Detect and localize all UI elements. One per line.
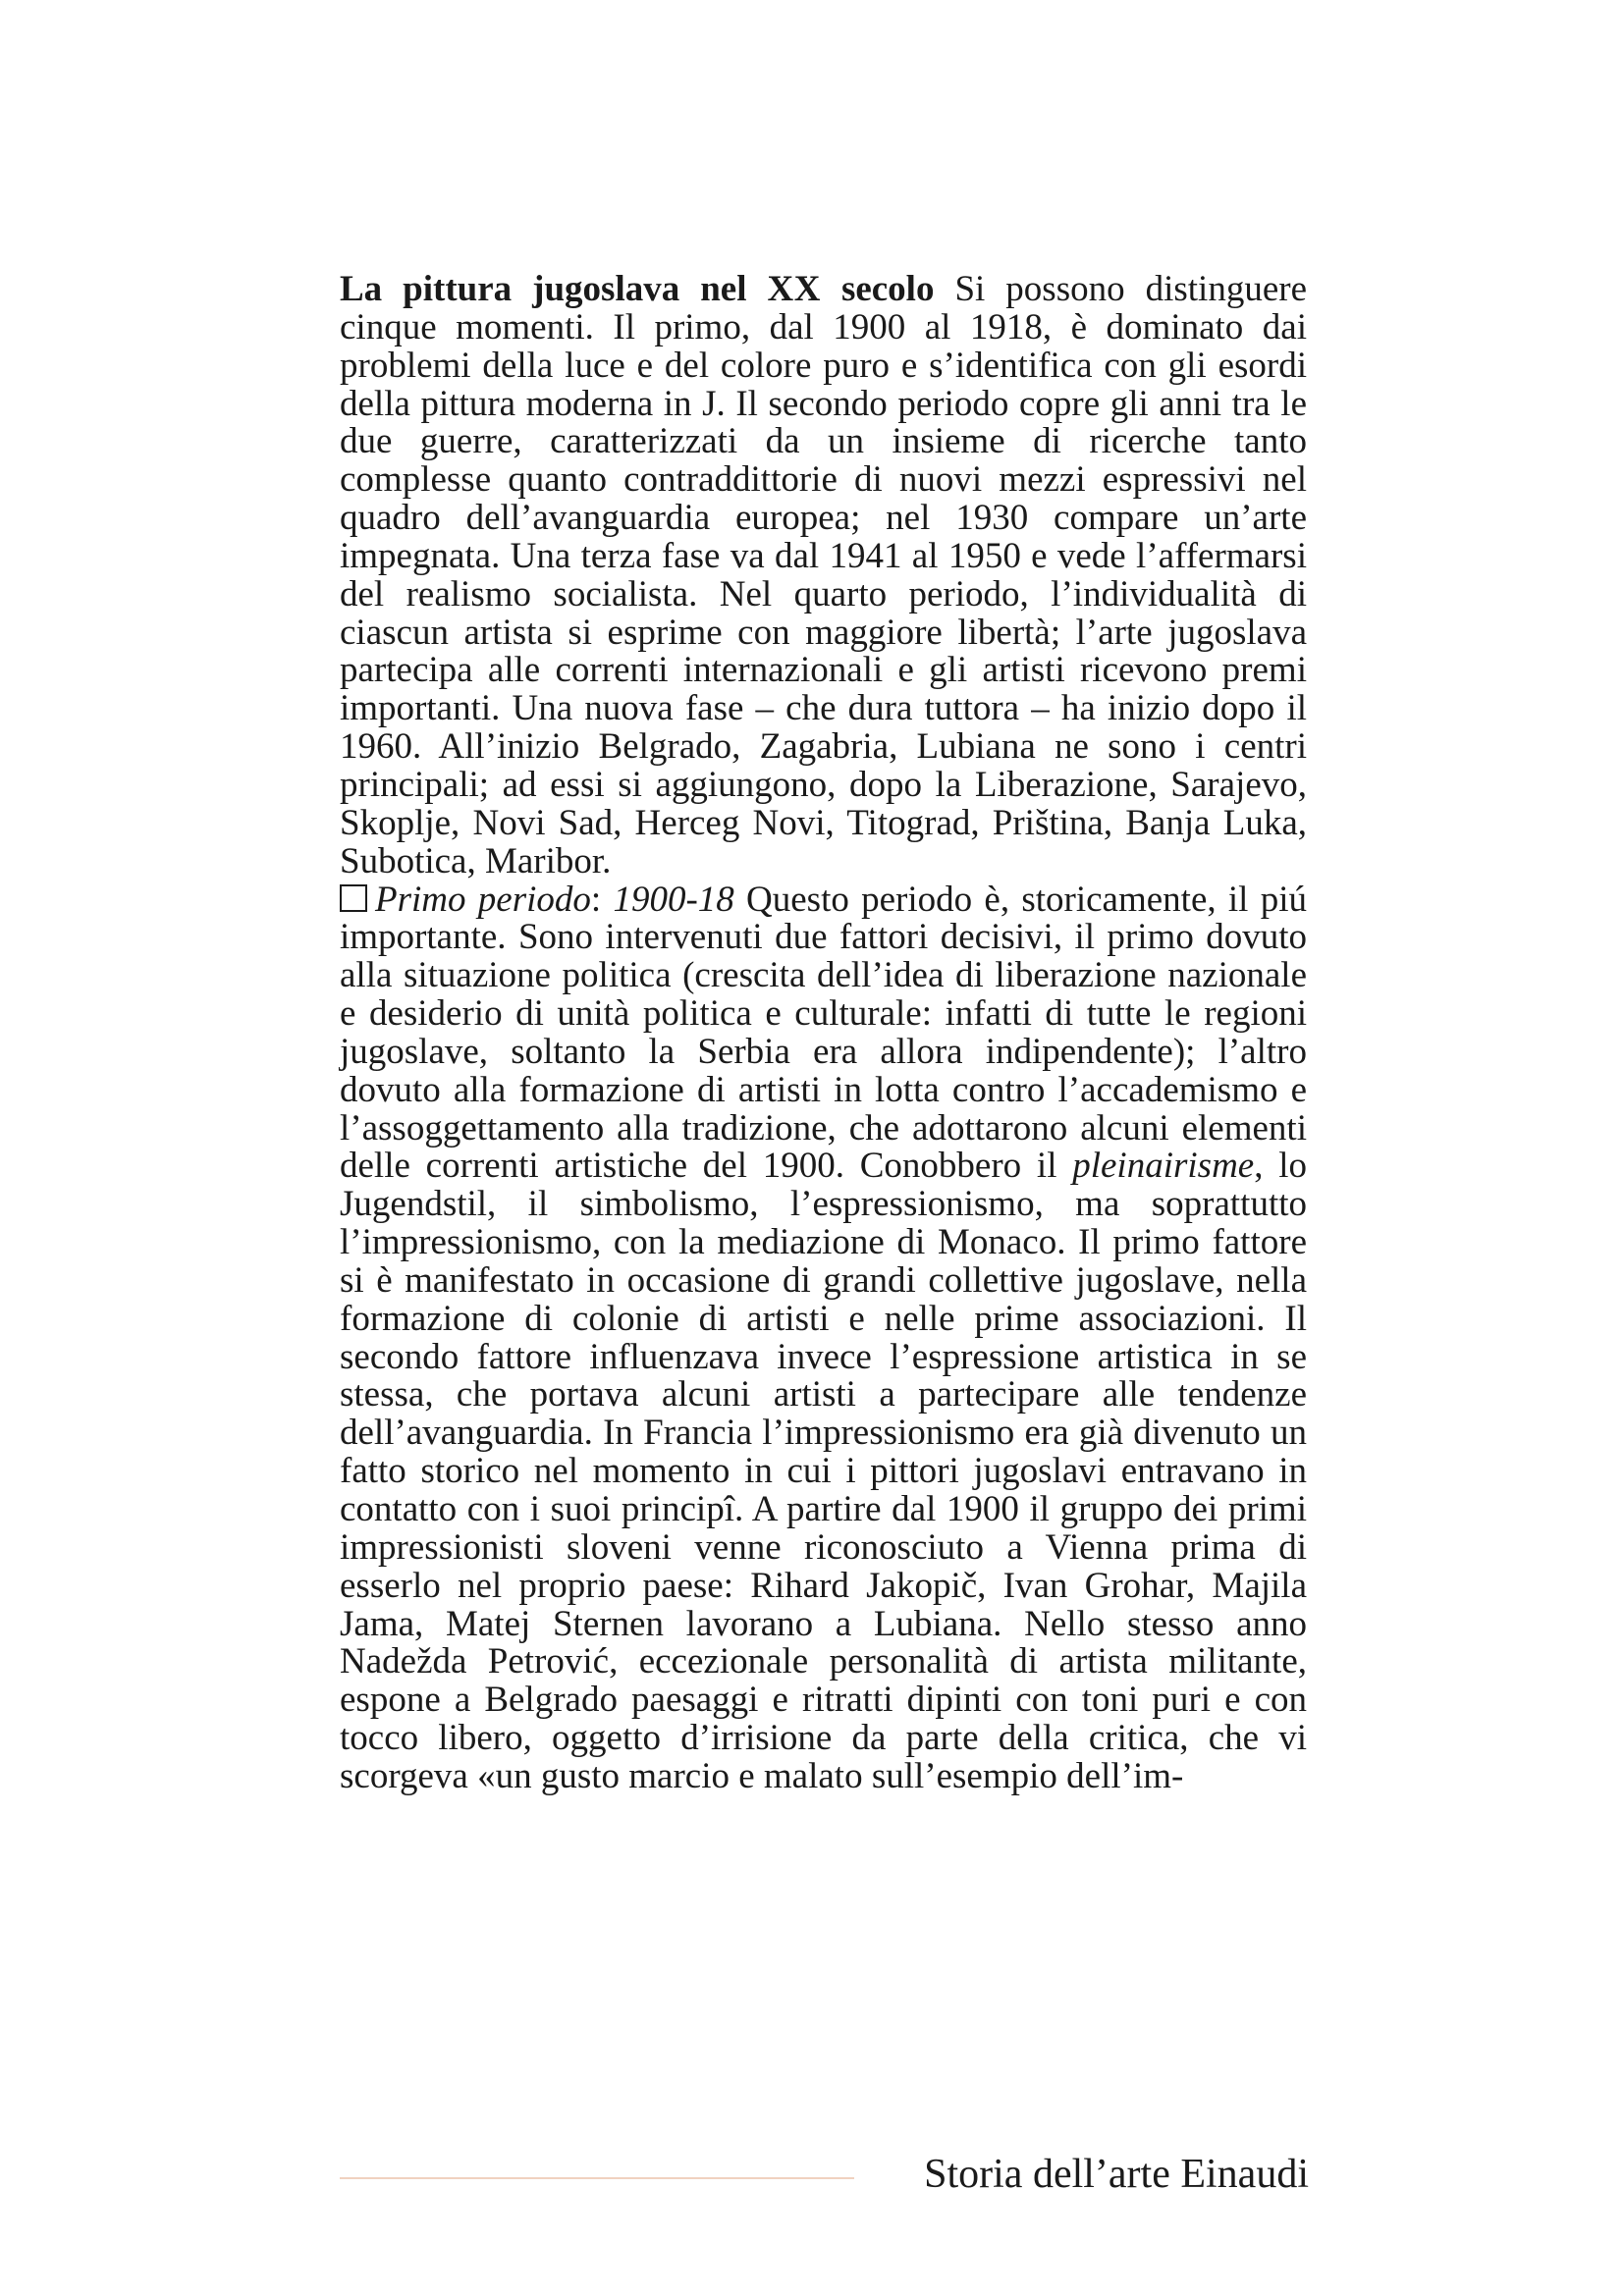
article-title-end: secolo [820,269,935,309]
article-title [340,269,934,309]
section-heading-separator: : [590,879,614,920]
footer-rule [340,2177,854,2179]
section-square-icon [340,884,367,912]
section-heading: Primo periodo [375,879,591,920]
section-paragraph [340,881,1307,1796]
intro-paragraph [340,271,1307,881]
italic-term: pleinairisme [1072,1146,1255,1187]
article-body [340,271,1307,1796]
section-text-part-b: , lo Jugendstil, il simbolismo, l’espressionismo, ma soprattutto l’impressionismo, con la mediazione di Monaco. Il primo fattore si è manifestato in occasione di grandi collettive jugoslave, nella formazione di colonie di artisti e nelle prime associazioni. Il secondo fattore influenzava invece l’espressione artistica in se stessa, che portava alcuni artisti a partecipare alle tendenze dell’avanguardia. In Francia l’impressionismo era già divenuto un fatto storico nel momento in cui i pittori jugoslavi entravano in contatto con i suoi principî. A partire dal 1900 il gruppo dei primi impressionisti sloveni venne riconosciuto a Vienna prima di esserlo nel proprio paese: Rihard Jakopič, Ivan Grohar, Majila Jama, Matej Sternen lavorano a Lubiana. Nello stesso anno Nadežda Petrović, eccezionale personalità di artista militante, espone a Belgrado paesaggi e ritratti dipinti con toni puri e con tocco libero, oggetto d’irrisione da parte della critica, che vi scorgeva «un gusto marcio e malato sull’esempio dell’im- [340,1146,1307,1796]
article-title-main: La pittura jugoslava nel [340,269,768,309]
footer-publication-label: Storia dell’arte Einaudi [924,2152,1309,2197]
section-text-part-a: Questo periodo è, storicamente, il piú importante. Sono intervenuti due fattori decisivi, il primo dovuto alla situazione politica (crescita dell’idea di liberazione nazionale e desiderio di unità politica e culturale: infatti di tutte le regioni jugoslave, soltanto la Serbia era allora indipendente); l’altro dovuto alla formazione di artisti in lotta contro l’accademismo e l’assoggettamento alla tradizione, che adottarono alcuni elementi delle correnti artistiche del 1900. Conobbero il [340,879,1308,1187]
article-title-century: XX [767,269,821,309]
intro-text: Si possono distinguere cinque momenti. Il primo, dal 1900 al 1918, è dominato dai problemi della luce e del colore puro e s’identifica con gli esordi della pittura moderna in J. Il secondo periodo copre gli anni tra le due guerre, caratterizzati da un insieme di ricerche tanto complesse quanto contraddittorie di nuovi mezzi espressivi nel quadro dell’avanguardia europea; nel 1930 compare un’arte impegnata. Una terza fase va dal 1941 al 1950 e vede l’affermarsi del realismo socialista. Nel quarto periodo, l’individualità di ciascun artista si esprime con maggiore libertà; l’arte jugoslava partecipa alle correnti internazionali e gli artisti ricevono premi importanti. Una nuova fase – che dura tuttora – ha inizio dopo il 1960. All’inizio Belgrado, Zagabria, Lubiana ne sono i centri principali; ad essi si aggiungono, dopo la Liberazione, Sarajevo, Skoplje, Novi Sad, Herceg Novi, Titograd, Priština, Banja Luka, Subotica, Maribor. [340,269,1307,881]
section-dates: 1900-18 [613,879,734,920]
